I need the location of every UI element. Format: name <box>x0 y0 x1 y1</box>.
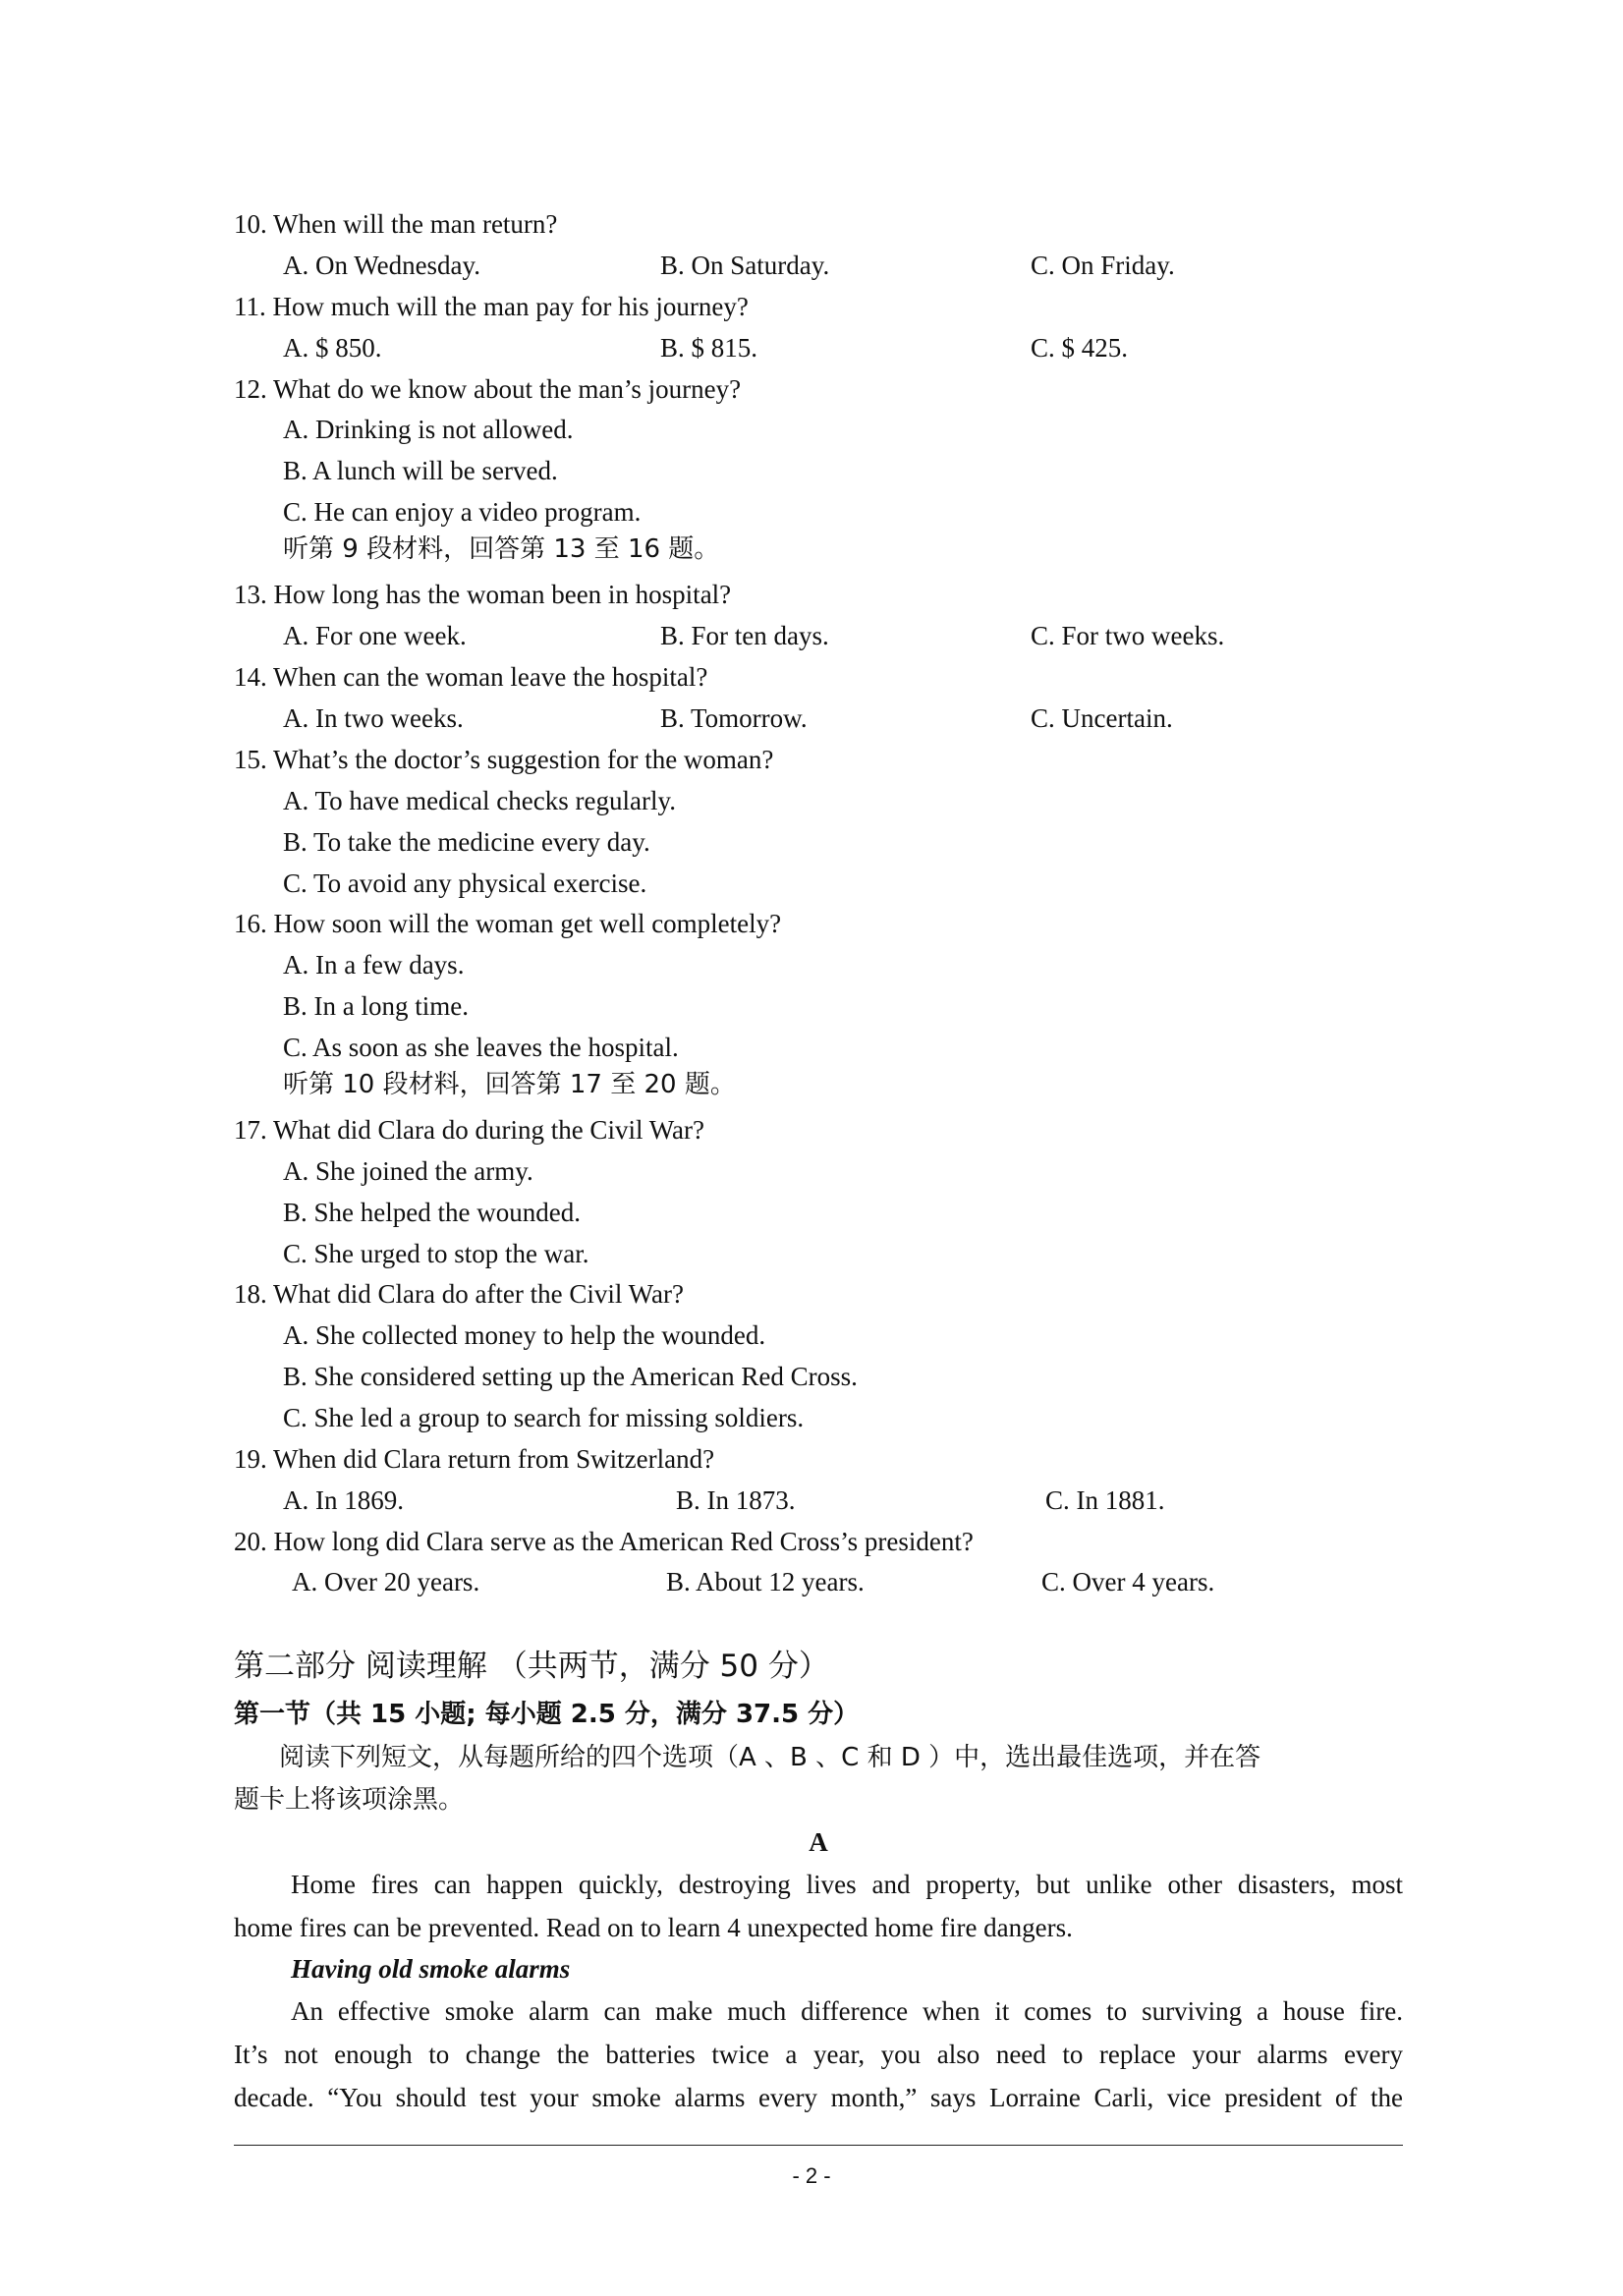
option-14-c: C. Uncertain. <box>1031 703 1173 733</box>
passage-p2-line1 <box>234 1989 1403 2033</box>
instruction-section-10: 听第 10 段材料，回答第 17 至 20 题。 <box>283 1070 736 1099</box>
question-stem-11: 11. How much will the man pay for his journey? <box>234 292 749 321</box>
question-stem-16: 16. How soon will the woman get well completely? <box>234 909 782 938</box>
footer-divider <box>234 2145 1403 2146</box>
question-stem-15: 15. What’s the doctor’s suggestion for the woman? <box>234 745 774 774</box>
question-stem-13: 13. How long has the woman been in hospital? <box>234 580 732 609</box>
instruction-section-9: 听第 9 段材料，回答第 13 至 16 题。 <box>283 534 720 564</box>
question-stem-10: 10. When will the man return? <box>234 209 558 239</box>
option-15-a: A. To have medical checks regularly. <box>283 786 676 815</box>
option-18-a: A. She collected money to help the wounded. <box>283 1320 766 1350</box>
page-number: - 2 - <box>792 2163 831 2188</box>
question-stem-14: 14. When can the woman leave the hospital? <box>234 662 708 692</box>
option-18-b: B. She considered setting up the American Red Cross. <box>283 1362 858 1391</box>
option-12-b: B. A lunch will be served. <box>283 456 558 485</box>
passage-p1-line2-text: home fires can be prevented. Read on to learn 4 unexpected home fire dangers. <box>234 1913 1073 1942</box>
option-11-a: A. $ 850. <box>283 333 382 363</box>
option-20-c: C. Over 4 years. <box>1041 1567 1215 1596</box>
option-12-a: A. Drinking is not allowed. <box>283 415 574 444</box>
passage-p2-line2-text: It’s not enough to change the batteries twice a year, you also need to replace your alarms every <box>234 2040 1403 2069</box>
question-stem-20: 20. How long did Clara serve as the American Red Cross’s president? <box>234 1527 974 1556</box>
option-10-c: C. On Friday. <box>1031 251 1175 280</box>
option-16-b: B. In a long time. <box>283 991 469 1021</box>
option-15-c: C. To avoid any physical exercise. <box>283 868 647 898</box>
option-14-b: B. Tomorrow. <box>660 703 808 733</box>
part2-title: 第二部分 阅读理解 （共两节，满分 50 分） <box>234 1649 829 1684</box>
option-11-c: C. $ 425. <box>1031 333 1129 363</box>
option-17-a: A. She joined the army. <box>283 1156 533 1186</box>
option-16-a: A. In a few days. <box>283 950 465 980</box>
option-17-b: B. She helped the wounded. <box>283 1198 581 1227</box>
option-13-b: B. For ten days. <box>660 621 829 650</box>
option-10-b: B. On Saturday. <box>660 251 830 280</box>
option-11-b: B. $ 815. <box>660 333 758 363</box>
option-15-b: B. To take the medicine every day. <box>283 827 650 857</box>
option-13-c: C. For two weeks. <box>1031 621 1225 650</box>
option-17-c: C. She urged to stop the war. <box>283 1239 589 1268</box>
passage-p2-line1-text: An effective smoke alarm can make much difference when it comes to surviving a house fire. <box>291 1996 1403 2026</box>
option-20-a: A. Over 20 years. <box>292 1567 480 1596</box>
option-19-b: B. In 1873. <box>676 1485 796 1515</box>
question-stem-19: 19. When did Clara return from Switzerland? <box>234 1444 715 1474</box>
passage-p1-line2 <box>234 1906 1403 1949</box>
option-10-a: A. On Wednesday. <box>283 251 481 280</box>
directions-line-1: 阅读下列短文，从每题所给的四个选项（A 、B 、C 和 D ）中，选出最佳选项，并在答 <box>279 1743 1261 1772</box>
passage-p1-line1-text: Home fires can happen quickly, destroying lives and property, but unlike other disasters, most <box>291 1870 1403 1899</box>
passage-p2-line2 <box>234 2033 1403 2076</box>
section1-title: 第一节（共 15 小题; 每小题 2.5 分，满分 37.5 分） <box>234 1700 860 1729</box>
option-16-c: C. As soon as she leaves the hospital. <box>283 1033 679 1062</box>
option-19-a: A. In 1869. <box>283 1485 404 1515</box>
passage-p2-line3-text: decade. “You should test your smoke alarms every month,” says Lorraine Carli, vice president of the <box>234 2083 1403 2112</box>
passage-subhead: Having old smoke alarms <box>291 1954 571 1984</box>
option-19-c: C. In 1881. <box>1045 1485 1165 1515</box>
option-14-a: A. In two weeks. <box>283 703 464 733</box>
passage-label: A <box>809 1827 828 1857</box>
option-13-a: A. For one week. <box>283 621 467 650</box>
question-stem-17: 17. What did Clara do during the Civil War? <box>234 1115 704 1145</box>
passage-p1-line1 <box>234 1863 1403 1906</box>
question-stem-18: 18. What did Clara do after the Civil War? <box>234 1279 684 1309</box>
option-18-c: C. She led a group to search for missing soldiers. <box>283 1403 805 1432</box>
option-20-b: B. About 12 years. <box>666 1567 865 1596</box>
option-12-c: C. He can enjoy a video program. <box>283 497 642 527</box>
passage-p2-line3 <box>234 2076 1403 2119</box>
directions-line-2: 题卡上将该项涂黑。 <box>234 1785 465 1815</box>
question-stem-12: 12. What do we know about the man’s journey? <box>234 374 742 404</box>
